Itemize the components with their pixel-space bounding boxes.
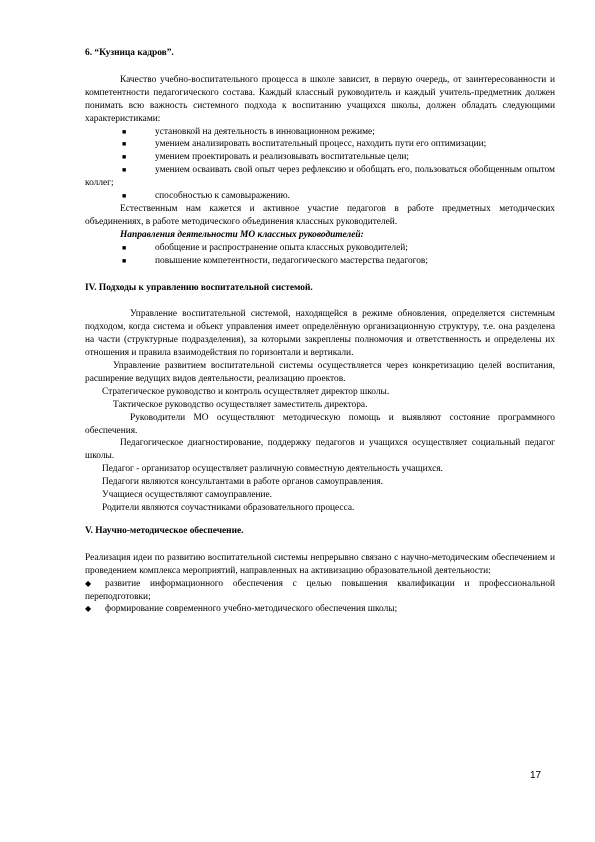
trait-text: умением проектировать и реализовывать воспитательные цели; <box>155 152 410 163</box>
method-item <box>85 603 555 616</box>
section-4-heading: IV. Подходы к управлению воспитательной системой. <box>85 282 313 293</box>
diamond-bullet-icon: ◆ <box>85 604 92 614</box>
method-text: развитие информационного обеспечения с целью повышения квалификации и профессиональной переподготовки; <box>85 578 555 602</box>
square-bullet-icon: ■ <box>122 127 127 136</box>
square-bullet-icon: ■ <box>122 192 127 201</box>
square-bullet-icon: ■ <box>122 256 127 265</box>
square-bullet-icon: ■ <box>122 153 127 162</box>
organizer-line: Педагог - организатор осуществляет различную совместную деятельность учащихся. <box>102 464 443 475</box>
square-bullet-icon: ■ <box>122 243 127 252</box>
diagnostics-paragraph: Педагогическое диагностирование, поддержку педагогов и учащихся осуществляет социальный педагог школы. <box>85 438 555 462</box>
spacer <box>85 515 555 525</box>
section-6-heading: 6. “Кузница кадров”. <box>85 48 174 58</box>
diamond-bullet-icon: ◆ <box>85 578 92 588</box>
page-content <box>85 47 555 616</box>
method-text: формирование современного учебно-методического обеспечения школы; <box>105 604 398 615</box>
strategy-line: Стратегическое руководство и контроль осуществляет директор школы. <box>102 386 390 397</box>
direction-item <box>85 255 555 268</box>
direction-text: обобщение и распространение опыта классных руководителей; <box>155 242 408 253</box>
trait-item <box>85 138 555 151</box>
spacer <box>85 268 555 282</box>
participation-paragraph: Естественным нам кажется и активное участие педагогов в работе предметных методических объединениях, в работе методического объединения классных руководителей. <box>85 203 555 227</box>
trait-text: умением анализировать воспитательный процесс, находить пути его оптимизации; <box>155 139 487 150</box>
section-5-heading: V. Научно-методическое обеспечение. <box>85 525 244 536</box>
trait-text: умением осваивать свой опыт через рефлексию и обобщать его, пользоваться обобщенным опытом коллег; <box>85 165 555 189</box>
page-number: 17 <box>530 770 542 781</box>
mo-leaders-paragraph: Руководители МО осуществляют методическую помощь и выявляют состояние программного обеспечения. <box>85 412 555 436</box>
trait-item <box>85 190 555 203</box>
square-bullet-icon: ■ <box>122 140 127 149</box>
directions-title: Направления деятельности МО классных руководителей: <box>120 229 364 240</box>
square-bullet-icon: ■ <box>122 166 127 175</box>
section-5-intro: Реализация идеи по развитию воспитательной системы непрерывно связано с научно-методическим обеспечением и проведением комплекса мероприятий, направленных на активизацию образовательной деятельности: <box>85 552 555 576</box>
trait-text: установкой на деятельность в инновационном режиме; <box>155 126 375 137</box>
teachers-line: Педагоги являются консультантами в работе органов самоуправления. <box>102 477 383 488</box>
trait-item <box>85 151 555 164</box>
parents-line: Родители являются соучастниками образовательного процесса. <box>102 503 355 513</box>
tactics-line: Тактическое руководство осуществляет заместитель директора. <box>113 399 368 410</box>
method-item <box>85 578 555 604</box>
students-line: Учащиеся осуществляют самоуправление. <box>102 490 273 501</box>
trait-item <box>85 164 555 190</box>
direction-item <box>85 242 555 255</box>
direction-text: повышение компетентности, педагогического мастерства педагогов; <box>155 255 428 266</box>
development-paragraph: Управление развитием воспитательной системы осуществляется через конкретизацию целей воспитания, расширение ведущих видов деятельности, реализацию проектов. <box>85 361 555 384</box>
section-6-intro: Качество учебно-воспитательного процесса в школе зависит, в первую очередь, от заинтересованности и компетентности педагогического состава. Каждый классный руководитель и каждый учитель-предметник должен понимать всю важность системного подхода к воспитанию учащихся школы, должен обладать следующими характеристиками: <box>85 74 555 124</box>
trait-text: способностью к самовыражению. <box>155 191 290 202</box>
management-paragraph: Управление воспитательной системой, находящейся в режиме обновления, определяется системным подходом, когда система и объект управления имеет определённую организационную структуру, т.е. она разделена на части (структурные подразделения), за которыми закреплены полномочия и ответственность и определены их отношения и правила взаимодействия по горизонтали и вертикали. <box>85 309 555 359</box>
trait-item <box>85 126 555 139</box>
